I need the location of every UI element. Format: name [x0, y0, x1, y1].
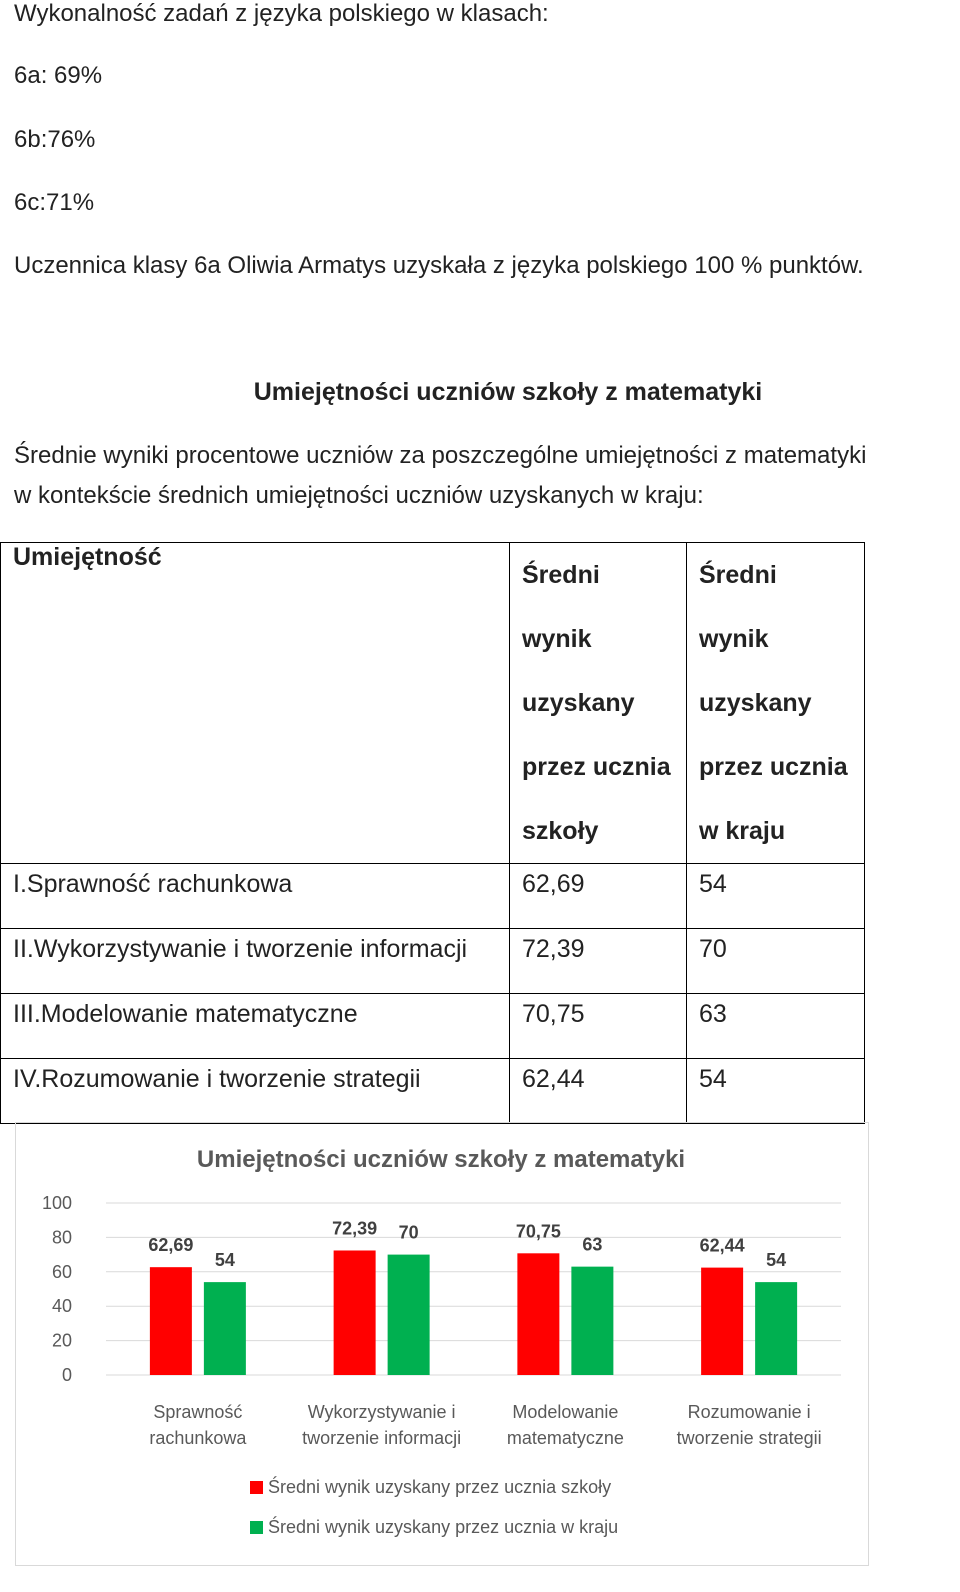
y-tick-label: 60 [51, 1261, 72, 1282]
math-heading: Umiejętności uczniów szkoły z matematyki [253, 378, 763, 406]
legend-label: Średni wynik uzyskany przez ucznia w kraju [268, 1517, 619, 1537]
result-6c: 6c:71% [14, 189, 95, 216]
result-6a: 6a: 69% [14, 62, 103, 89]
chart-title: Umiejętności uczniów szkoły z matematyki [196, 1146, 686, 1173]
results-title: Wykonalność zadań z języka polskiego w klasach: [14, 0, 549, 27]
x-tick-label: Rozumowanie i [687, 1402, 811, 1422]
header-school-line: przez ucznia [522, 753, 671, 781]
x-tick-label: Wykorzystywanie i [307, 1402, 456, 1422]
x-tick-label: tworzenie informacji [302, 1428, 462, 1448]
data-label: 63 [582, 1234, 603, 1255]
skill-cell: I.Sprawność rachunkowa [1, 864, 510, 929]
data-label: 62,69 [148, 1235, 194, 1256]
data-label: 54 [214, 1250, 235, 1271]
bar [571, 1267, 613, 1375]
y-tick-label: 80 [51, 1227, 72, 1248]
legend-swatch [250, 1481, 263, 1494]
bar [334, 1250, 376, 1375]
data-label: 70,75 [515, 1221, 561, 1242]
x-tick-label: tworzenie strategii [676, 1428, 822, 1448]
header-country-line: przez ucznia [699, 753, 848, 781]
table-row [1, 994, 865, 1059]
bar [755, 1282, 797, 1375]
bar [388, 1255, 430, 1375]
country-score-cell: 54 [687, 1059, 865, 1124]
skill-cell: III.Modelowanie matematyczne [1, 994, 510, 1059]
skill-cell: IV.Rozumowanie i tworzenie strategii [1, 1059, 510, 1124]
data-label: 62,44 [699, 1235, 745, 1256]
bar [204, 1282, 246, 1375]
country-score-cell: 54 [687, 864, 865, 929]
bar [150, 1267, 192, 1375]
legend-swatch [250, 1521, 263, 1534]
skill-cell: II.Wykorzystywanie i tworzenie informacji [1, 929, 510, 994]
header-school-line: szkoły [522, 817, 599, 845]
skills-table [0, 542, 865, 1124]
chart-container [15, 1122, 869, 1566]
header-country-line: w kraju [699, 817, 786, 845]
table-row [1, 929, 865, 994]
y-tick-label: 40 [51, 1296, 72, 1317]
country-score-cell: 70 [687, 929, 865, 994]
student-note: Uczennica klasy 6a Oliwia Armatys uzyskała z języka polskiego 100 % punktów. [14, 252, 864, 279]
header-country [687, 543, 865, 864]
data-label: 72,39 [332, 1218, 378, 1239]
school-score-cell: 72,39 [510, 929, 687, 994]
header-school [510, 543, 687, 864]
school-score-cell: 62,69 [510, 864, 687, 929]
header-school-line: Średni wynik [522, 561, 600, 653]
y-tick-label: 20 [51, 1330, 72, 1351]
bar [701, 1268, 743, 1375]
bar-chart [16, 1123, 868, 1565]
legend-label: Średni wynik uzyskany przez ucznia szkoły [268, 1477, 612, 1497]
data-label: 54 [766, 1250, 787, 1271]
result-6b: 6b:76% [14, 126, 96, 153]
math-intro-line-1: Średnie wyniki procentowe uczniów za poszczególne umiejętności z matematyki [14, 442, 867, 469]
x-tick-label: Modelowanie [512, 1402, 619, 1422]
country-score-cell: 63 [687, 994, 865, 1059]
math-intro-line-2: w kontekście średnich umiejętności uczniów uzyskanych w kraju: [14, 482, 704, 509]
table-header-row [1, 543, 865, 864]
table-row [1, 1059, 865, 1124]
x-tick-label: rachunkowa [149, 1428, 247, 1448]
x-tick-label: Sprawność [153, 1402, 243, 1422]
header-skill [1, 543, 510, 864]
data-label: 70 [398, 1222, 419, 1243]
y-tick-label: 0 [61, 1365, 72, 1385]
header-skill-label: Umiejętność [13, 543, 162, 571]
bar [517, 1253, 559, 1375]
school-score-cell: 70,75 [510, 994, 687, 1059]
y-tick-label: 100 [41, 1193, 72, 1213]
header-school-line: uzyskany [522, 689, 635, 717]
header-country-line: Średni wynik [699, 561, 777, 653]
table-row [1, 864, 865, 929]
school-score-cell: 62,44 [510, 1059, 687, 1124]
x-tick-label: matematyczne [506, 1428, 624, 1448]
header-country-line: uzyskany [699, 689, 812, 717]
